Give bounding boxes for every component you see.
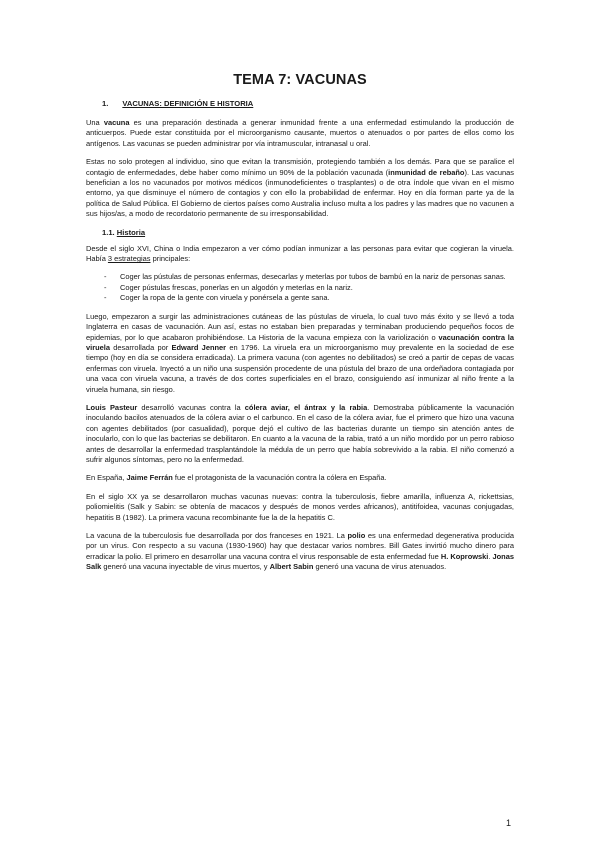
list-item: - Coger las pústulas de personas enfermas, desecarlas y meterlas por tubos de bambú en la nariz de personas sanas. [104,272,506,282]
text-run: ). Las vacunas benefician a los no vacunados por motivos médicos (inmunodeficientes o trasplantes) o de otra índole que vivan en el mismo entorno, ya que disminuye el número de contagios y con ello la probabilidad de enfermar. Hoy en día forman parte ya de la política de Salud Pública. El Gobierno de ciertos países como Australia incluso multa a los padres y las madres que no vacunen a sus hijos/as, a modo de recordatorio permanente de su irresponsabilidad. [86,167,514,219]
underlined-term: 3 estrategias [107,254,151,264]
paragraph-polio [86,531,514,573]
subsection-heading [102,228,514,237]
text-run: Estas no solo protegen al individuo, sino que evitan la transmisión, protegiendo también a los demás. Para que se paralice el contagio de enfermedades, debe haber como mínimo un 90% de la población vacunada ( [86,157,514,177]
text-run: en 1796. La viruela era un microorganismo muy prevalente en la sociedad de ese tiempo (hoy en día se considera erradicada). La primera vacuna (con agentes no debilitados) se creó a partir de cepas de vacas enfermas con viruela. Inyectó a un niño una suspensión procedente de una pústula del brazo de una ordeñadora contagiada por una vaca con viruela vacuna, a través de dos cortes superficiales en el brazo, consiguiendo así inmunizar al niño frente a la viruela humana, sin riesgo. [86,342,514,394]
bold-term: inmunidad de rebaño [388,167,465,177]
strategies-list [86,272,514,303]
paragraph-herd-immunity [86,157,514,219]
text-run: fue el protagonista de la vacunación contra la cólera en España. [172,473,387,483]
bold-name: Jonas Salk [86,551,514,572]
page-title: TEMA 7: VACUNAS [233,72,367,88]
paragraph-jenner [86,312,514,395]
bold-term: vacuna [103,118,130,127]
text-run: principales: [150,254,191,264]
page-number: 1 [506,818,512,828]
bold-name: H. Koprowski [440,551,489,561]
text-run: Una [86,118,104,127]
section-heading [102,99,514,108]
bold-name: Jaime Ferrán [126,473,173,483]
text-run: desarrolló vacunas contra la [137,402,245,412]
bold-term: cólera aviar, el ántrax y la rabia [244,402,368,412]
bold-term: polio [347,531,366,540]
section-title: VACUNAS: DEFINICIÓN E HISTORIA [122,99,254,108]
list-item: - Coger pústulas frescas, ponerlas en un algodón y meterlas en la nariz. [104,282,353,292]
text-run: Luego, empezaron a surgir las administraciones cutáneas de las pústulas de viruela, lo cual tuvo más éxito y se llevó a toda Inglaterra en casas de vacunación. Aun así, estas no estaban bien preparadas y terminaban produciendo pequeños focos de epidemias, por lo que acabaron prohibiéndose. La Historia de la vacuna empieza con la variolización o [86,311,514,342]
bold-term: vacunación contra la viruela [86,332,514,352]
bold-name: Louis Pasteur [86,402,138,412]
text-run: generó una vacuna inyectable de virus muertos, y [101,562,270,572]
list-item: - Coger la ropa de la gente con viruela y ponérsela a gente sana. [104,293,330,303]
bold-name: Edward Jenner [171,342,227,352]
paragraph-history-intro [86,244,514,265]
section-number: 1. [102,99,109,108]
bold-name: Albert Sabin [269,562,314,572]
text-run: Desde el siglo XVI, China o India empezaron a ver cómo podían inmunizar a las personas para evitar que cogieran la viruela. Había [86,243,514,264]
paragraph-pasteur [86,403,514,465]
subsection-title: Historia [116,227,146,237]
text-run: . Demostraba públicamente la vacunación inoculando bacilos atenuados de la cólera aviar o el carbunco. En el caso de la cólera aviar, fue el primero que hizo una vacuna con agentes debilitados (por casualidad), porque dejó el cultivo de las bacterias durante un tiempo sin atención antes de inocularlo, con lo que las bacterias se debilitaron. En cuanto a la vacuna de la rabia, trató a un niño mordido por un perro rabioso antes de desarrollar la enfermedad trasplantándole la médula de un perro que había sobrevivido a la rabia. El niño comenzó a sufrir algunos síntomas, pero no la enfermedad. [86,402,515,464]
text-run: . [488,551,493,561]
paragraph-definition [86,118,514,149]
document-page [86,72,514,581]
text-run: En España, [86,473,127,483]
paragraph-ferran [86,473,514,483]
text-run: desarrollada por [109,342,172,352]
text-run: es una enfermedad degenerativa producida por un virus. Con respecto a su vacuna (1930-1960) hay que destacar varios nombres. Bill Gates invirtió mucho dinero para erradicar la polio. El primero en desarrollar una vacuna contra el virus responsable de esta enfermedad fue [86,531,514,561]
text-run: La vacuna de la tuberculosis fue desarrollada por dos franceses en 1921. La [86,531,348,540]
paragraph-20th-century: En el siglo XX ya se desarrollaron muchas vacunas nuevas: contra la tuberculosis, fiebre amarilla, influenza A, rickettsias, poliomielitis (Salk y Sabin: se obtenía de macacos y después de monos verdes africanos), antitifoidea, vacunas conjugadas, hepatitis B (1982). La primera vacuna recombinante fue la de la hepatitis C. [86,491,514,522]
subsection-number: 1.1. [102,227,115,237]
text-run: generó una vacuna de virus atenuados. [313,562,447,572]
text-run: es una preparación destinada a generar inmunidad frente a una enfermedad estimulando la producción de anticuerpos. Puede estar constituida por el microorganismo causante, muertos o atenuados o por partes de ellos como los antígenos. Las vacunas se pueden administrar por vía intramuscular, intranasal u oral. [86,118,514,148]
